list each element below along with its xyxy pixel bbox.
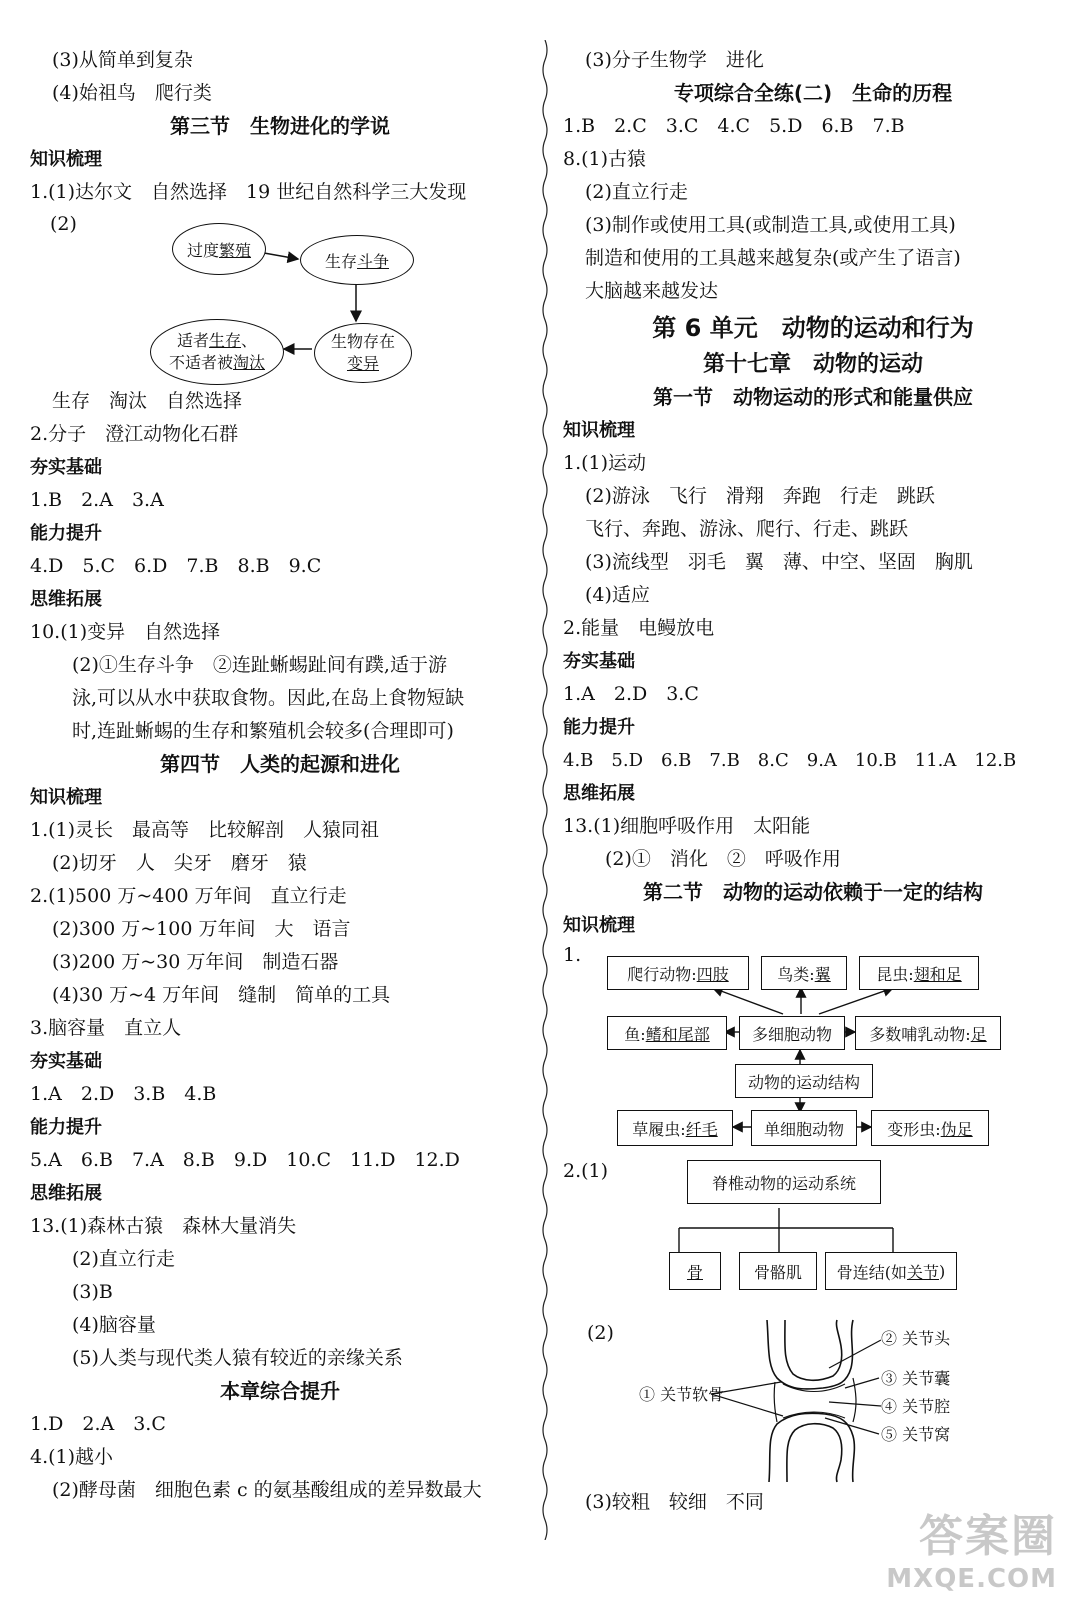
node-text-blank: 变异 xyxy=(346,354,379,373)
node-text: 昆虫: xyxy=(876,964,914,984)
answer-line: 13.(1)细胞呼吸作用 太阳能 xyxy=(563,815,811,837)
answer-line: 大脑越来越发达 xyxy=(585,280,719,302)
node-text: 骨骼肌 xyxy=(753,1262,802,1282)
section-title: 本章综合提升 xyxy=(220,1379,340,1403)
answer-line: (2)300 万~100 万年间 大 语言 xyxy=(52,918,351,940)
node-text: 生存 xyxy=(324,251,357,271)
node-text-blank: 鳍和尾部 xyxy=(645,1024,710,1044)
node-text: ) xyxy=(939,1261,946,1281)
section-title: 第四节 人类的起源和进化 xyxy=(160,752,400,776)
answer-line: 4.(1)越小 xyxy=(30,1446,114,1468)
answer-line: 2.分子 澄江动物化石群 xyxy=(30,423,239,445)
node-text: 不适者被 xyxy=(168,353,233,372)
section-title: 专项综合全练(二) 生命的历程 xyxy=(673,81,953,105)
joint-cavity-label: ④ 关节腔 xyxy=(881,1397,951,1416)
site-watermark xyxy=(886,1500,1057,1594)
answer-line: 2.(1) xyxy=(563,1160,609,1182)
answer-line: 5.A 6.B 7.A 8.B 9.D 10.C 11.D 12.D xyxy=(30,1149,460,1171)
answer-line: 4.D 5.C 6.D 7.B 8.B 9.C xyxy=(30,555,322,577)
subsection-heading: 思维拓展 xyxy=(563,783,635,804)
answer-line: 飞行、奔跑、游泳、爬行、行走、跳跃 xyxy=(585,518,909,540)
answer-line: 2.(1)500 万~400 万年间 直立行走 xyxy=(30,885,347,907)
answer-line: 制造和使用的工具越来越复杂(或产生了语言) xyxy=(585,247,961,269)
subsection-heading: 思维拓展 xyxy=(30,589,102,610)
mammal-box xyxy=(855,1016,1001,1050)
answer-line: 生存 淘汰 自然选择 xyxy=(52,390,243,412)
insect-box xyxy=(859,956,979,990)
answer-line: 8.(1)古猿 xyxy=(563,148,647,170)
node-text: 变形虫: xyxy=(887,1119,941,1139)
right-column xyxy=(563,44,1063,1519)
node-text-blank: 关节 xyxy=(906,1262,939,1282)
subsection-heading: 能力提升 xyxy=(563,717,635,738)
node-text-blank: 四肢 xyxy=(696,964,729,984)
answer-line: 泳,可以从水中获取食物。因此,在岛上食物短缺 xyxy=(72,687,465,709)
node-text-blank: 繁殖 xyxy=(219,240,252,260)
answer-line: (3)较粗 较细 不同 xyxy=(585,1491,764,1513)
unit-title: 第 6 单元 动物的运动和行为 xyxy=(652,314,974,342)
answer-line: 13.(1)森林古猿 森林大量消失 xyxy=(30,1215,297,1237)
motion-structure-box xyxy=(735,1064,873,1098)
column-divider xyxy=(540,40,550,1540)
answer-line: (3)分子生物学 进化 xyxy=(585,49,764,71)
node-text: 骨连结(如 xyxy=(836,1262,907,1282)
subsection-heading: 知识梳理 xyxy=(563,915,635,936)
multicellular-box xyxy=(739,1016,845,1050)
subsection-heading: 夯实基础 xyxy=(30,457,102,478)
section-title: 第一节 动物运动的形式和能量供应 xyxy=(653,385,973,409)
answer-line: (3)从简单到复杂 xyxy=(52,49,193,71)
answer-line: 时,连趾蜥蜴的生存和繁殖机会较多(合理即可) xyxy=(72,720,454,742)
node-text-blank: 足 xyxy=(970,1024,987,1044)
answer-line: (3)流线型 羽毛 翼 薄、中空、坚固 胸肌 xyxy=(585,551,973,573)
answer-line: (3)200 万~30 万年间 制造石器 xyxy=(52,951,339,973)
variation-node xyxy=(314,323,412,383)
node-text-blank: 翅和足 xyxy=(913,964,962,984)
joint-socket-label: ⑤ 关节窝 xyxy=(881,1425,951,1444)
answer-line: 1.(1)达尔文 自然选择 19 世纪自然科学三大发现 xyxy=(30,181,467,203)
selection-node xyxy=(150,319,284,385)
node-text: 草履虫: xyxy=(632,1119,686,1139)
answer-line: (4)适应 xyxy=(585,584,650,606)
answer-line: 3.脑容量 直立人 xyxy=(30,1017,182,1039)
node-text: 脊椎动物的运动系统 xyxy=(711,1173,856,1193)
fish-box xyxy=(607,1016,727,1050)
joint-head-label: ② 关节头 xyxy=(881,1329,951,1348)
subsection-heading: 能力提升 xyxy=(30,1117,102,1138)
subsection-heading: 思维拓展 xyxy=(30,1183,102,1204)
node-text-blank: 纤毛 xyxy=(685,1119,718,1139)
subsection-heading: 知识梳理 xyxy=(30,787,102,808)
evolution-flow-diagram xyxy=(30,209,530,385)
answer-line: 4.B 5.D 6.B 7.B 8.C 9.A 10.B 11.A 12.B xyxy=(563,750,1017,771)
bone-box xyxy=(669,1252,721,1290)
answer-line: (4)脑容量 xyxy=(72,1314,156,1336)
answer-line: 1.D 2.A 3.C xyxy=(30,1413,166,1435)
bone-joint-box xyxy=(825,1252,957,1290)
node-text-blank: 骨 xyxy=(686,1262,703,1282)
subsection-heading: 知识梳理 xyxy=(563,420,635,441)
unicellular-box xyxy=(751,1110,857,1146)
skeletal-muscle-box xyxy=(739,1252,817,1290)
answer-line: 10.(1)变异 自然选择 xyxy=(30,621,221,643)
answer-line: (4)30 万~4 万年间 缝制 简单的工具 xyxy=(52,984,391,1006)
joint-drawing xyxy=(563,1316,1063,1486)
bird-box xyxy=(761,956,847,990)
joint-capsule-label: ③ 关节囊 xyxy=(881,1369,951,1388)
answer-line: 1.A 2.D 3.B 4.B xyxy=(30,1083,217,1105)
answer-line: (3)制作或使用工具(或制造工具,或使用工具) xyxy=(585,214,956,236)
node-text: 多细胞动物 xyxy=(751,1024,832,1044)
answer-line: 1.B 2.C 3.C 4.C 5.D 6.B 7.B xyxy=(563,115,905,137)
reptile-box xyxy=(607,956,749,990)
node-text-blank: 翼 xyxy=(814,964,831,984)
subsection-heading: 能力提升 xyxy=(30,523,102,544)
answer-line: (2)①生存斗争 ②连趾蜥蜴趾间有蹼,适于游 xyxy=(72,654,447,676)
node-text: 动物的运动结构 xyxy=(747,1072,860,1092)
answer-line: 1. xyxy=(563,944,582,966)
answer-line: (2)直立行走 xyxy=(585,181,688,203)
motion-structure-diagram xyxy=(563,942,1063,1148)
node-text: 鱼: xyxy=(624,1024,646,1044)
section-title: 第二节 动物的运动依赖于一定的结构 xyxy=(643,880,983,904)
node-text-blank: 淘汰 xyxy=(233,353,266,372)
answer-line: 2.能量 电鳗放电 xyxy=(563,617,715,639)
node-text: 单细胞动物 xyxy=(763,1119,844,1139)
struggle-node xyxy=(300,235,414,285)
answer-line: 1.B 2.A 3.A xyxy=(30,489,164,511)
answer-line: (2)① 消化 ② 呼吸作用 xyxy=(605,848,841,870)
node-text: 过度 xyxy=(186,240,219,260)
node-text: 爬行动物: xyxy=(627,964,697,984)
joint-structure-diagram xyxy=(563,1316,1063,1486)
joint-cartilage-label: ① 关节软骨 xyxy=(639,1385,725,1404)
amoeba-box xyxy=(871,1110,989,1146)
section-title: 第三节 生物进化的学说 xyxy=(170,114,390,138)
motion-system-box xyxy=(687,1160,881,1204)
watermark-url: MXQE.COM xyxy=(886,1564,1057,1594)
chapter-title: 第十七章 动物的运动 xyxy=(702,352,923,377)
answer-line: (4)始祖鸟 爬行类 xyxy=(52,82,212,104)
answer-line: (2)酵母菌 细胞色素 c 的氨基酸组成的差异数最大 xyxy=(52,1479,482,1501)
answer-line: 1.A 2.D 3.C xyxy=(563,683,699,705)
answer-line: (2)游泳 飞行 滑翔 奔跑 行走 跳跃 xyxy=(585,485,935,507)
node-text-blank: 生存 xyxy=(208,331,241,350)
answer-line: (3)B xyxy=(72,1281,113,1303)
subsection-heading: 知识梳理 xyxy=(30,149,102,170)
answer-line: (2) xyxy=(587,1322,614,1344)
motion-system-diagram xyxy=(563,1156,1063,1316)
answer-line: (2)切牙 人 尖牙 磨牙 猿 xyxy=(52,852,307,874)
node-text: 多数哺乳动物: xyxy=(869,1024,971,1044)
answer-line: 1.(1)运动 xyxy=(563,452,647,474)
answer-line: 1.(1)灵长 最高等 比较解剖 人猿同祖 xyxy=(30,819,380,841)
node-text: 、 xyxy=(241,331,258,350)
node-text-blank: 斗争 xyxy=(357,251,390,271)
overbreeding-node xyxy=(172,223,266,275)
node-text: 生物存在 xyxy=(330,332,395,351)
answer-line: (5)人类与现代类人猿有较近的亲缘关系 xyxy=(72,1347,403,1369)
answer-line: (2)直立行走 xyxy=(72,1248,175,1270)
paramecium-box xyxy=(617,1110,733,1146)
node-text-blank: 伪足 xyxy=(940,1119,973,1139)
node-text: 鸟类: xyxy=(777,964,815,984)
subsection-heading: 夯实基础 xyxy=(30,1051,102,1072)
answer-line: (2) xyxy=(50,213,77,235)
watermark-title: 答案圈 xyxy=(919,1511,1057,1562)
node-text: 适者 xyxy=(176,331,209,350)
subsection-heading: 夯实基础 xyxy=(563,651,635,672)
left-column xyxy=(30,44,530,1507)
